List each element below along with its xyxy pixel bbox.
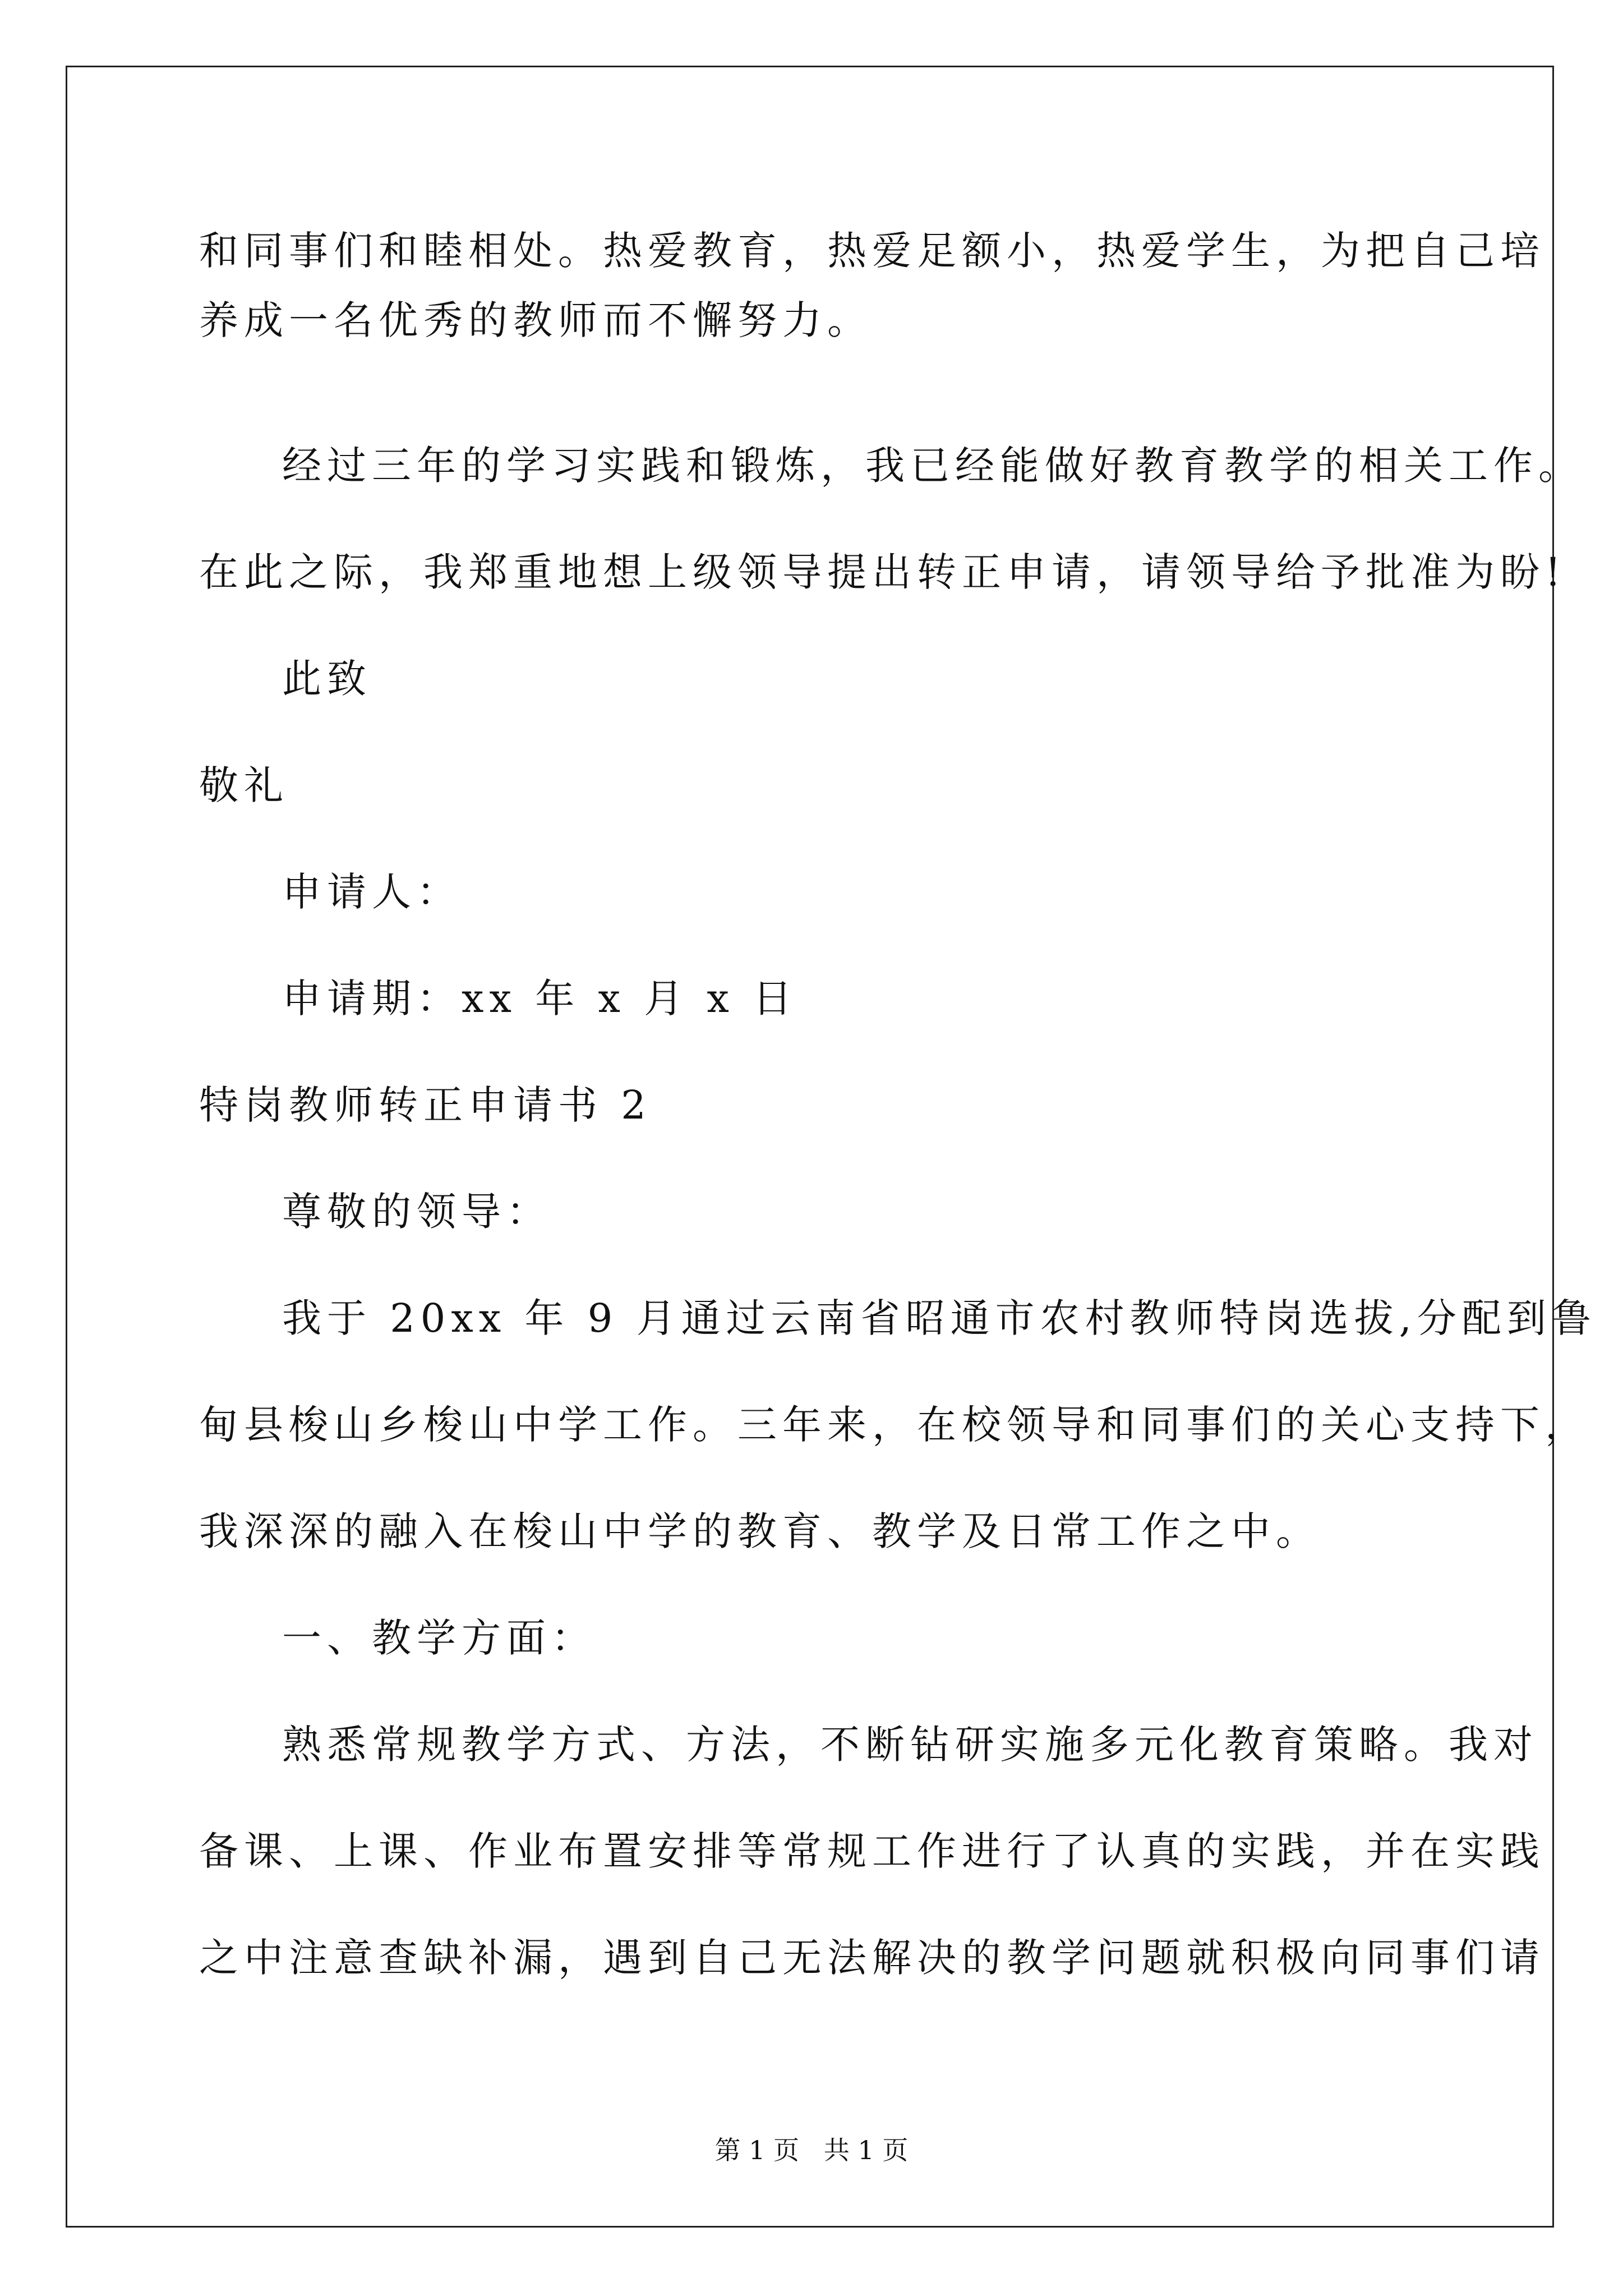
text-line: 备课、上课、作业布置安排等常规工作进行了认真的实践，并在实践 <box>199 1828 1545 1874</box>
text-line: 之中注意查缺补漏，遇到自己无法解决的教学问题就积极向同事们请 <box>199 1935 1545 1981</box>
text-line: 和同事们和睦相处。热爱教育，热爱足额小，热爱学生，为把自己培 <box>199 228 1545 274</box>
text-line: 经过三年的学习实践和锻炼，我已经能做好教育教学的相关工作。 <box>282 443 1583 489</box>
text-line: 甸县梭山乡梭山中学工作。三年来，在校领导和同事们的关心支持下， <box>199 1402 1590 1448</box>
text-line: 我于 20xx 年 9 月通过云南省昭通市农村教师特岗选拔,分配到鲁 <box>282 1295 1597 1341</box>
text-line: 养成一名优秀的教师而不懈努力。 <box>199 297 872 343</box>
text-line: 申请期：xx 年 x 月 x 日 <box>282 976 798 1022</box>
text-line: 在此之际，我郑重地想上级领导提出转正申请，请领导给予批准为盼! <box>199 549 1567 595</box>
text-line: 敬礼 <box>199 762 289 808</box>
text-line: 申请人： <box>282 869 462 915</box>
text-line: 熟悉常规教学方式、方法，不断钻研实施多元化教育策略。我对 <box>282 1722 1538 1768</box>
page-footer: 第 1 页 共 1 页 <box>714 2135 909 2165</box>
section-title: 特岗教师转正申请书 2 <box>199 1082 652 1128</box>
text-line: 尊敬的领导： <box>282 1189 551 1235</box>
text-line: 一、教学方面： <box>282 1615 596 1661</box>
text-line: 此致 <box>282 656 372 702</box>
page-border <box>66 66 1554 2228</box>
text-line: 我深深的融入在梭山中学的教育、教学及日常工作之中。 <box>199 1508 1321 1554</box>
